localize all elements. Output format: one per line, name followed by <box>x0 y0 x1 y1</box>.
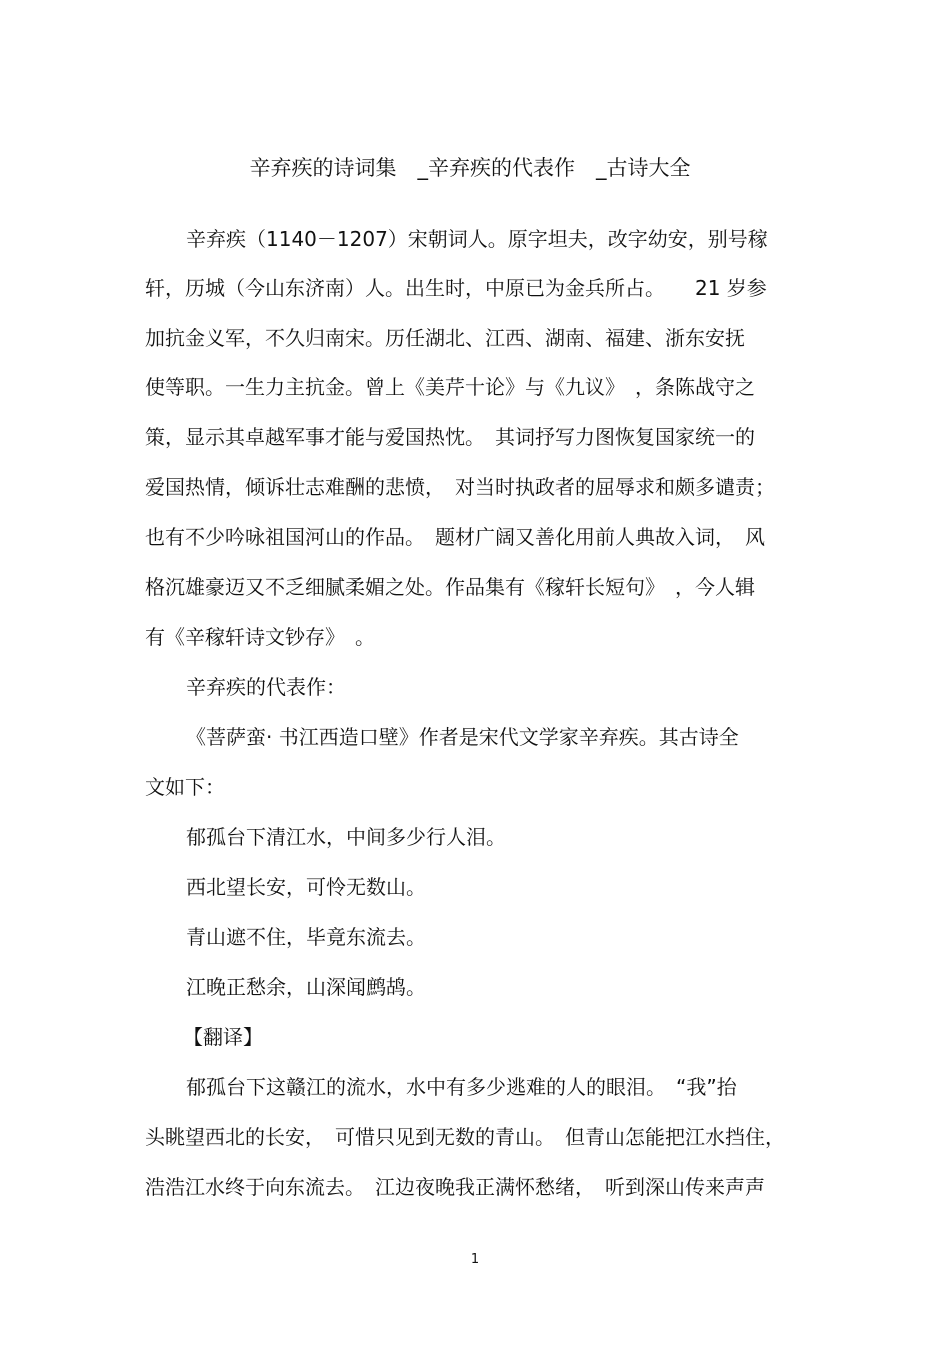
poem-intro-line-1: 《菩萨蛮· 书江西造口壁》作者是宋代文学家辛弃疾。其古诗全 <box>186 725 739 749</box>
poem-intro-line-2: 文如下： <box>145 775 225 799</box>
translation-line-1: 郁孤台下这赣江的流水，水中有多少逃难的人的眼泪。 “我”抬 <box>186 1075 737 1099</box>
paragraph-line-3: 加抗金义军，不久归南宋。历任湖北、江西、湖南、福建、浙东安抚 <box>145 326 745 350</box>
translation-line-3: 浩浩江水终于向东流去。 江边夜晚我正满怀愁绪， 听到深山传来声声 <box>145 1175 765 1199</box>
poem-line-2: 西北望长安，可怜无数山。 <box>186 875 426 899</box>
poem-line-3: 青山遮不住，毕竟东流去。 <box>186 925 426 949</box>
paragraph-line-6: 爱国热情，倾诉壮志难酬的悲愤， 对当时执政者的屈辱求和颇多谴责； <box>145 475 775 499</box>
poem-line-4: 江晚正愁余，山深闻鹧鸪。 <box>186 975 426 999</box>
paragraph-line-7: 也有不少吟咏祖国河山的作品。 题材广阔又善化用前人典故入词， 风 <box>145 525 765 549</box>
paragraph-line-8: 格沉雄豪迈又不乏细腻柔媚之处。作品集有《稼轩长短句》 ，今人辑 <box>145 575 755 599</box>
paragraph-line-9: 有《辛稼轩诗文钞存》 。 <box>145 625 375 649</box>
paragraph-line-4: 使等职。一生力主抗金。曾上《美芹十论》与《九议》 ，条陈战守之 <box>145 375 755 399</box>
section-heading-representative-work: 辛弃疾的代表作： <box>186 675 346 699</box>
document-title: 辛弃疾的诗词集 _辛弃疾的代表作 _古诗大全 <box>249 156 691 180</box>
paragraph-line-5: 策，显示其卓越军事才能与爱国热忱。 其词抒写力图恢复国家统一的 <box>145 425 755 449</box>
page-number: 1 <box>470 1252 480 1267</box>
paragraph-line-1: 辛弃疾（1140－1207）宋朝词人。原字坦夫，改字幼安，别号稼 <box>186 227 768 251</box>
paragraph-line-2: 轩，历城（今山东济南）人。出生时，中原已为金兵所占。 21 岁参 <box>145 276 767 300</box>
translation-heading: 【翻译】 <box>183 1025 263 1049</box>
translation-line-2: 头眺望西北的长安， 可惜只见到无数的青山。 但青山怎能把江水挡住， <box>145 1125 785 1149</box>
poem-line-1: 郁孤台下清江水，中间多少行人泪。 <box>186 825 506 849</box>
